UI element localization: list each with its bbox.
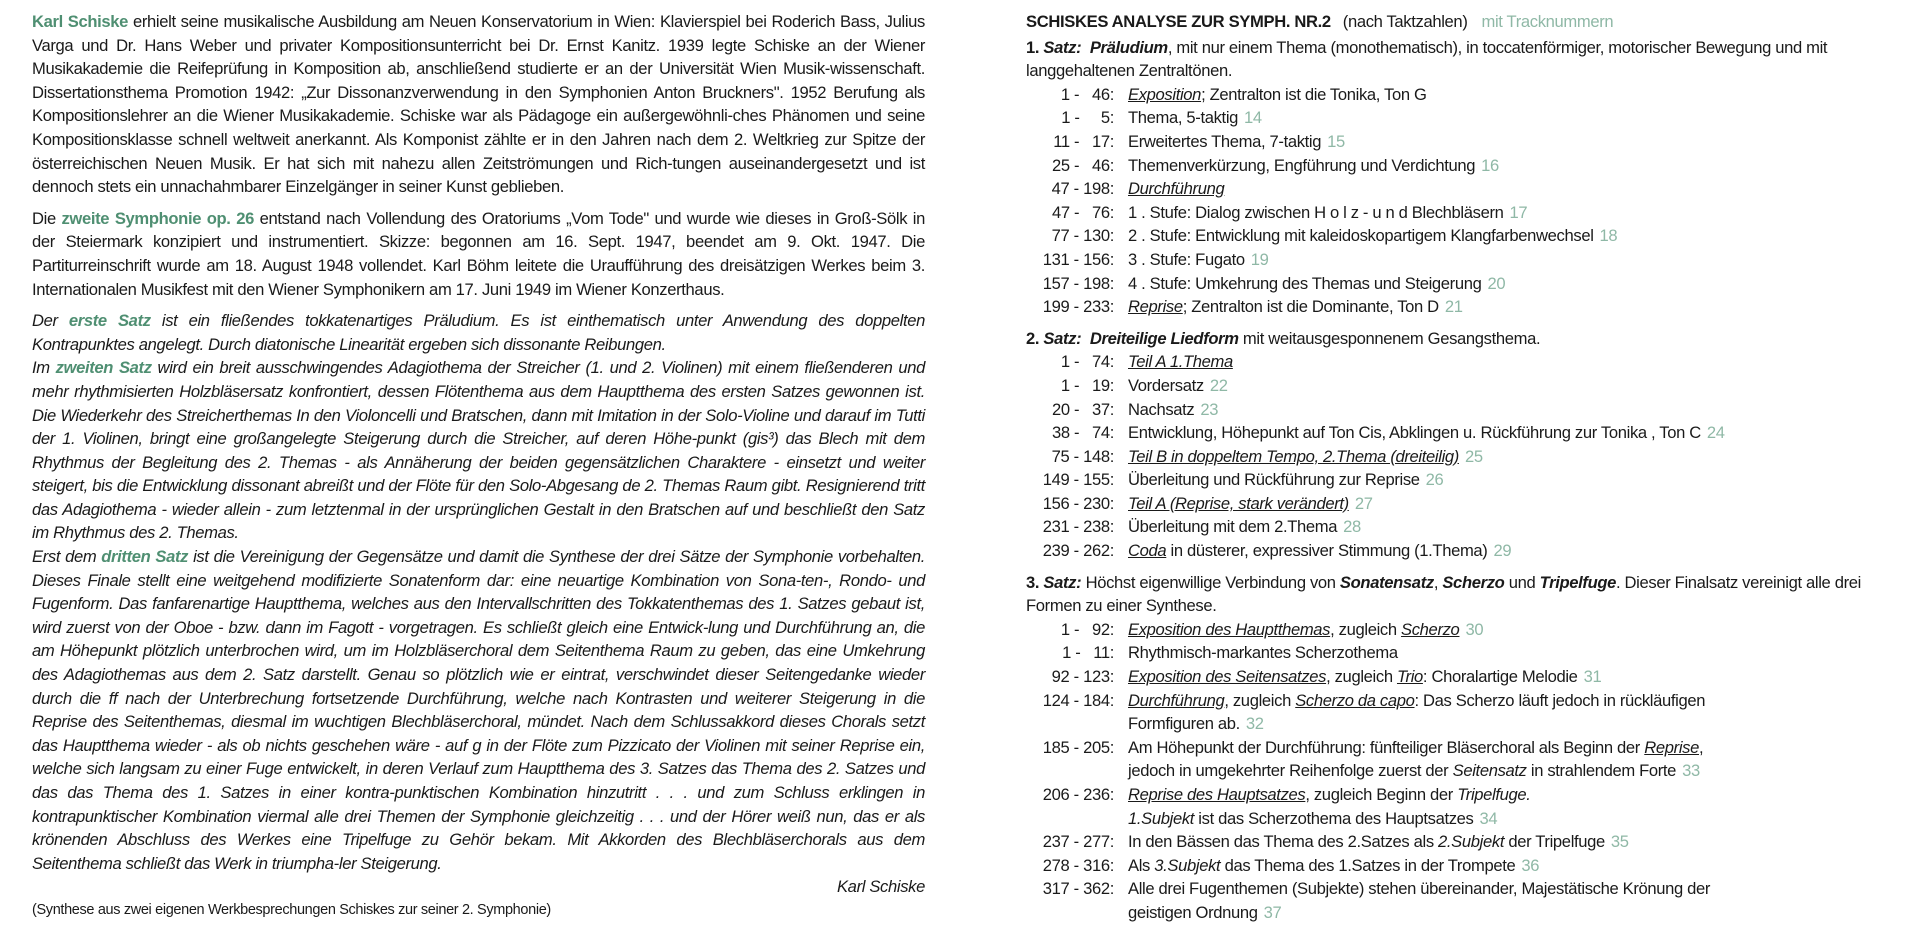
track-number: 35 — [1610, 832, 1629, 852]
analysis-subtitle: (nach Taktzahlen) — [1342, 12, 1468, 31]
analysis-row: 237 - 277: In den Bässen das Thema des 2.Satzes als 2.Subjekt der Tripelfuge 35 — [1042, 832, 1629, 852]
second-movement-paragraph: Im zweiten Satz wird ein breit ausschwingendes Adagiothema der Streicher (1. und 2. Violinen) mit einem fließenderen und mehr rhythmisierten Holzbläsersatz konfrontiert, dessen Flötenthema aus dem Hauptthema des ersten Satzes gewonnen ist. Die Wiederkehr des Streicherthemas In den Violoncelli und Bratschen, dann mit Imitation in der Solo-Violine und darauf im Tutti der 1. Violinen, bringt eine großangelegte Steigerung durch die Streicher, auf deren Höhe-punkt (gis³) das Blech mit dem Rhythmus der Begleitung des 2. Themas - als Annäherung der beiden gegensätzlichen Charaktere - einsetzt und weiter steigert, bis die Entwicklung dissonant abreißt und der Flöte für den Solo-Abgesang de 2. Themas Raum gibt. Resignierend tritt das Adagiothema - wieder allein - zum letztenmal in der ursprünglichen Gestalt in den Bratschen auf und beschließt den Satz im Rhythmus des 2. Themas. — [32, 358, 925, 543]
second-movement-highlight: zweiten Satz — [55, 358, 152, 378]
track-number: 24 — [1706, 423, 1725, 443]
track-number: 17 — [1509, 202, 1528, 222]
track-number: 20 — [1487, 273, 1506, 293]
track-number: 14 — [1244, 108, 1262, 128]
track-number: 30 — [1465, 619, 1484, 639]
analysis-row: 11 - 17: Erweitertes Thema, 7-taktig 15 — [1053, 131, 1345, 151]
analysis-row: 149 - 155: Überleitung und Rückführung zur Reprise 26 — [1042, 470, 1444, 490]
analysis-row: 77 - 130: 2 . Stufe: Entwicklung mit kaleidoskopartigem Klangfarbenwechsel 18 — [1051, 226, 1618, 246]
track-number: 23 — [1200, 399, 1219, 419]
track-number: 16 — [1481, 155, 1499, 175]
track-number: 32 — [1245, 714, 1264, 734]
first-movement-highlight: erste Satz — [68, 311, 151, 331]
track-number: 15 — [1327, 131, 1345, 151]
track-number: 27 — [1354, 493, 1373, 513]
track-number: 22 — [1209, 375, 1228, 395]
analysis-row: 47 - 198: Durchführung — [1051, 179, 1225, 199]
track-number: 26 — [1425, 470, 1444, 490]
analysis-title-line — [1026, 10, 1896, 34]
analysis-row: 20 - 37: Nachsatz 23 — [1052, 399, 1219, 419]
analysis-row: 1 - 11: Rhythmisch-markantes Scherzothema — [1062, 643, 1398, 663]
movement-1-form: Präludium — [1089, 37, 1168, 57]
origin-paragraph: Die zweite Symphonie op. 26 entstand nach Vollendung des Oratoriums „Vom Tode" und wurde wie dieses in Groß-Sölk in der Steiermark konzipiert und instrumentiert. Skizze: begonnen am 16. Sept. 1947, beendet am 9. Okt. 1947. Die Partiturreinschrift wurde am 18. August 1948 vollendet. Karl Böhm leitete die Uraufführung des dreisätzigen Werkes beim 3. Internationalen Musikfest mit den Wiener Symphonikern am 17. Juni 1949 im Wiener Konzerthaus. — [32, 208, 926, 299]
third-movement-paragraph: Erst dem dritten Satz ist die Vereinigung der Gegensätze und damit die Synthese der drei Sätze der Symphonie vorbehalten. Dieses Finale stellt eine weitgehend modifizierte Sonatenform dar: eine neuartige Kombination von Sona-ten-, Rondo- und Fugenform. Das fanfarenartige Hauptthema, welches aus den Intervallschritten des Tokkatenthemas des 1. Satzes gebaut ist, wird zuerst von der Oboe - bzw. dann im Fagott - vorgetragen. Es schließt gleich eine Entwick-lung und Durchführung an, die am Höhepunkt plötzlich unterbrochen wird, um im Holzbläserchoral dem Seitenthema Raum zu geben, das eine Umkehrung des Adagiothemas aus dem 2. Satz darstellt. Genau so plötzlich wie er eintrat, verschwindet dieser Seitengedanke wieder durch die ff nach der Unterbrechung fortsetzende Durchführung, welche nach Kontrasten und weiterer Steigerung in die Reprise des Seitenthemas, diesmal im wuchtigen Blechbläserchoral, mündet. Nach dem Schlussakkord dieses Chorals setzt das Hauptthema wieder - als ob nichts geschehen wäre - auf g in der Flöte zum Pizzicato der Violinen mit seiner Reprise ein, welche sich langsam zu einer Fuge entwickelt, in deren Verlauf zum Hauptthema des 3. Satzes das Thema des 2. Satzes und das das Thema des 1. Satzes in einer kontra-punktischen Kombination hinzutritt . . . und zum Schluss erklingen in kontrapunktischer Kombination viermal alle drei Themen der Symphonie gleichzeitig . . . und der Hörer weiß nun, das er als krönenden Abschluss des Werkes eine Tripelfuge zu Gehör bekam. Mit Akkorden des Blechbläserchorals aus dem Seitenthema schließt das Werk in triumpha-ler Steigerung. — [32, 547, 925, 873]
track-number: 36 — [1521, 855, 1540, 875]
track-number-note: mit Tracknummern — [1481, 12, 1614, 31]
analysis-row: 278 - 316: Als 3.Subjekt das Thema des 1.Satzes in der Trompete 36 — [1042, 855, 1540, 875]
analysis-row: 199 - 233: Reprise; Zentralton ist die Dominante, Ton D 21 — [1042, 297, 1463, 317]
movement-2-heading: 2. Satz: Dreiteilige Liedform mit weitausgesponnenem Gesangsthema. — [1026, 328, 1541, 348]
analysis-title: SCHISKES ANALYSE ZUR SYMPH. NR.2 — [1026, 12, 1331, 31]
analysis-row: 1 - 5: Thema, 5-taktig 14 — [1061, 108, 1262, 128]
source-note: (Synthese aus zwei eigenen Werkbesprechungen Schiskes zur seiner 2. Symphonie) — [32, 901, 551, 918]
analysis-row: 156 - 230: Teil A (Reprise, stark verändert) 27 — [1042, 493, 1373, 513]
analysis-row: 124 - 184: Durchführung, zugleich Scherzo da capo: Das Scherzo läuft jedoch in rückläufigen Formfiguren ab. 32 — [1042, 690, 1706, 734]
track-number: 31 — [1583, 667, 1602, 687]
composer-name: Karl Schiske — [32, 12, 129, 31]
analysis-row: 239 - 262: Coda in düsterer, expressiver Stimmung (1.Thema) 29 — [1042, 541, 1512, 561]
track-number: 19 — [1250, 249, 1269, 269]
analysis-row: 157 - 198: 4 . Stufe: Umkehrung des Themas und Steigerung 20 — [1042, 273, 1506, 293]
analysis-row: 1 - 19: Vordersatz 22 — [1060, 375, 1228, 395]
analysis-row: 75 - 148: Teil B in doppeltem Tempo, 2.Thema (dreiteilig) 25 — [1051, 446, 1483, 466]
track-number: 33 — [1682, 761, 1700, 781]
track-number: 25 — [1464, 446, 1483, 466]
left-column-text — [32, 10, 925, 923]
analysis-row: 1 - 46: Exposition; Zentralton ist die Tonika, Ton G — [1060, 84, 1427, 104]
analysis-row: 92 - 123: Exposition des Seitensatzes, zugleich Trio: Choralartige Melodie 31 — [1051, 667, 1602, 687]
analysis-row: 1 - 74: Teil A 1.Thema — [1060, 352, 1233, 372]
analysis-row: 206 - 236: Reprise des Hauptsatzes, zugleich Beginn der Tripelfuge. 1.Subjekt ist das Scherzothema des Hauptsatzes 34 — [1042, 785, 1531, 828]
analysis-row: 231 - 238: Überleitung mit dem 2.Thema 28 — [1042, 517, 1361, 537]
signature: Karl Schiske — [836, 877, 925, 897]
track-number: 21 — [1444, 297, 1463, 317]
analysis-row: 25 - 46: Themenverkürzung, Engführung und Verdichtung 16 — [1052, 155, 1499, 175]
analysis-row: 38 - 74: Entwicklung, Höhepunkt auf Ton Cis, Abklingen u. Rückführung zur Tonika , Ton C 24 — [1052, 423, 1725, 443]
track-number: 37 — [1263, 902, 1282, 922]
track-number: 28 — [1343, 517, 1361, 537]
analysis-row: 47 - 76: 1 . Stufe: Dialog zwischen H o l z - u n d Blechbläsern 17 — [1052, 202, 1528, 222]
first-movement-paragraph: Der erste Satz ist ein fließendes tokkatenartiges Präludium. Es ist einthematisch unter Anwendung des doppelten Kontrapunktes angelegt. Durch diatonische Linearität ergeben sich dissonante Reibungen. — [32, 311, 926, 354]
movement-2-form: Dreiteilige Liedform — [1089, 328, 1239, 348]
movement-3-heading: 3. Satz: Höchst eigenwillige Verbindung von Sonatensatz, Scherzo und Tripelfuge. Dieser Finalsatz vereinigt alle drei Formen zu einer Synthese. — [1026, 572, 1861, 616]
analysis-row: 131 - 156: 3 . Stufe: Fugato 19 — [1042, 249, 1269, 269]
biography-paragraph: Karl Schiske erhielt seine musikalische Ausbildung am Neuen Konservatorium in Wien: Klavierspiel bei Roderich Bass, Julius Varga und Dr. Hans Weber und privater Kompositionsunterricht bei Dr. Ernst Kanitz. 1939 legte Schiske an der Wiener Musikakademie die Reifeprüfung in Komposition ab, anschließend studierte er an der Universität Wien Musik-wissenschaft. Dissertationsthema Promotion 1942: „Zur Dissonanzverwendung in den Symphonien Anton Bruckners". 1952 Berufung als Kompositionslehrer an die Wiener Musikakademie. Schiske war als Pädagoge ein außergewöhnli-ches Phänomen und seine Kompositionsklasse schnell weltweit anerkannt. Als Komponist zählte er in den Jahren nach dem 2. Weltkrieg zur Spitze der österreichischen Neuen Musik. Er hat sich mit nahezu allen Zeitströmungen und Rich-tungen auseinandergesetzt und ist dennoch stets ein unnachahmbarer Einzelgänger in seiner Kunst geblieben. — [32, 12, 926, 197]
symphony-title-highlight: zweite Symphonie op. 26 — [61, 208, 254, 228]
analysis-row: 317 - 362: Alle drei Fugenthemen (Subjekte) stehen übereinander, Majestätische Krönung der geistigen Ordnung 37 — [1042, 879, 1711, 922]
analysis-row: 1 - 92: Exposition des Hauptthemas, zugleich Scherzo 30 — [1060, 619, 1484, 639]
track-number: 34 — [1479, 808, 1498, 828]
movement-1-heading: 1. Satz: Präludium, mit nur einem Thema (monothematisch), in toccatenförmiger, motorischer Bewegung und mit langgehaltenen Zentraltönen. — [1026, 37, 1828, 81]
analysis-row: 185 - 205: Am Höhepunkt der Durchführung: fünfteiliger Bläserchoral als Beginn der Reprise, jedoch in umgekehrter Reihenfolge zuerst der Seitensatz in strahlendem Forte 33 — [1042, 737, 1704, 781]
track-number: 29 — [1493, 541, 1512, 561]
third-movement-highlight: dritten Satz — [101, 547, 189, 567]
analysis-column — [1026, 10, 1896, 925]
track-number: 18 — [1599, 226, 1618, 246]
